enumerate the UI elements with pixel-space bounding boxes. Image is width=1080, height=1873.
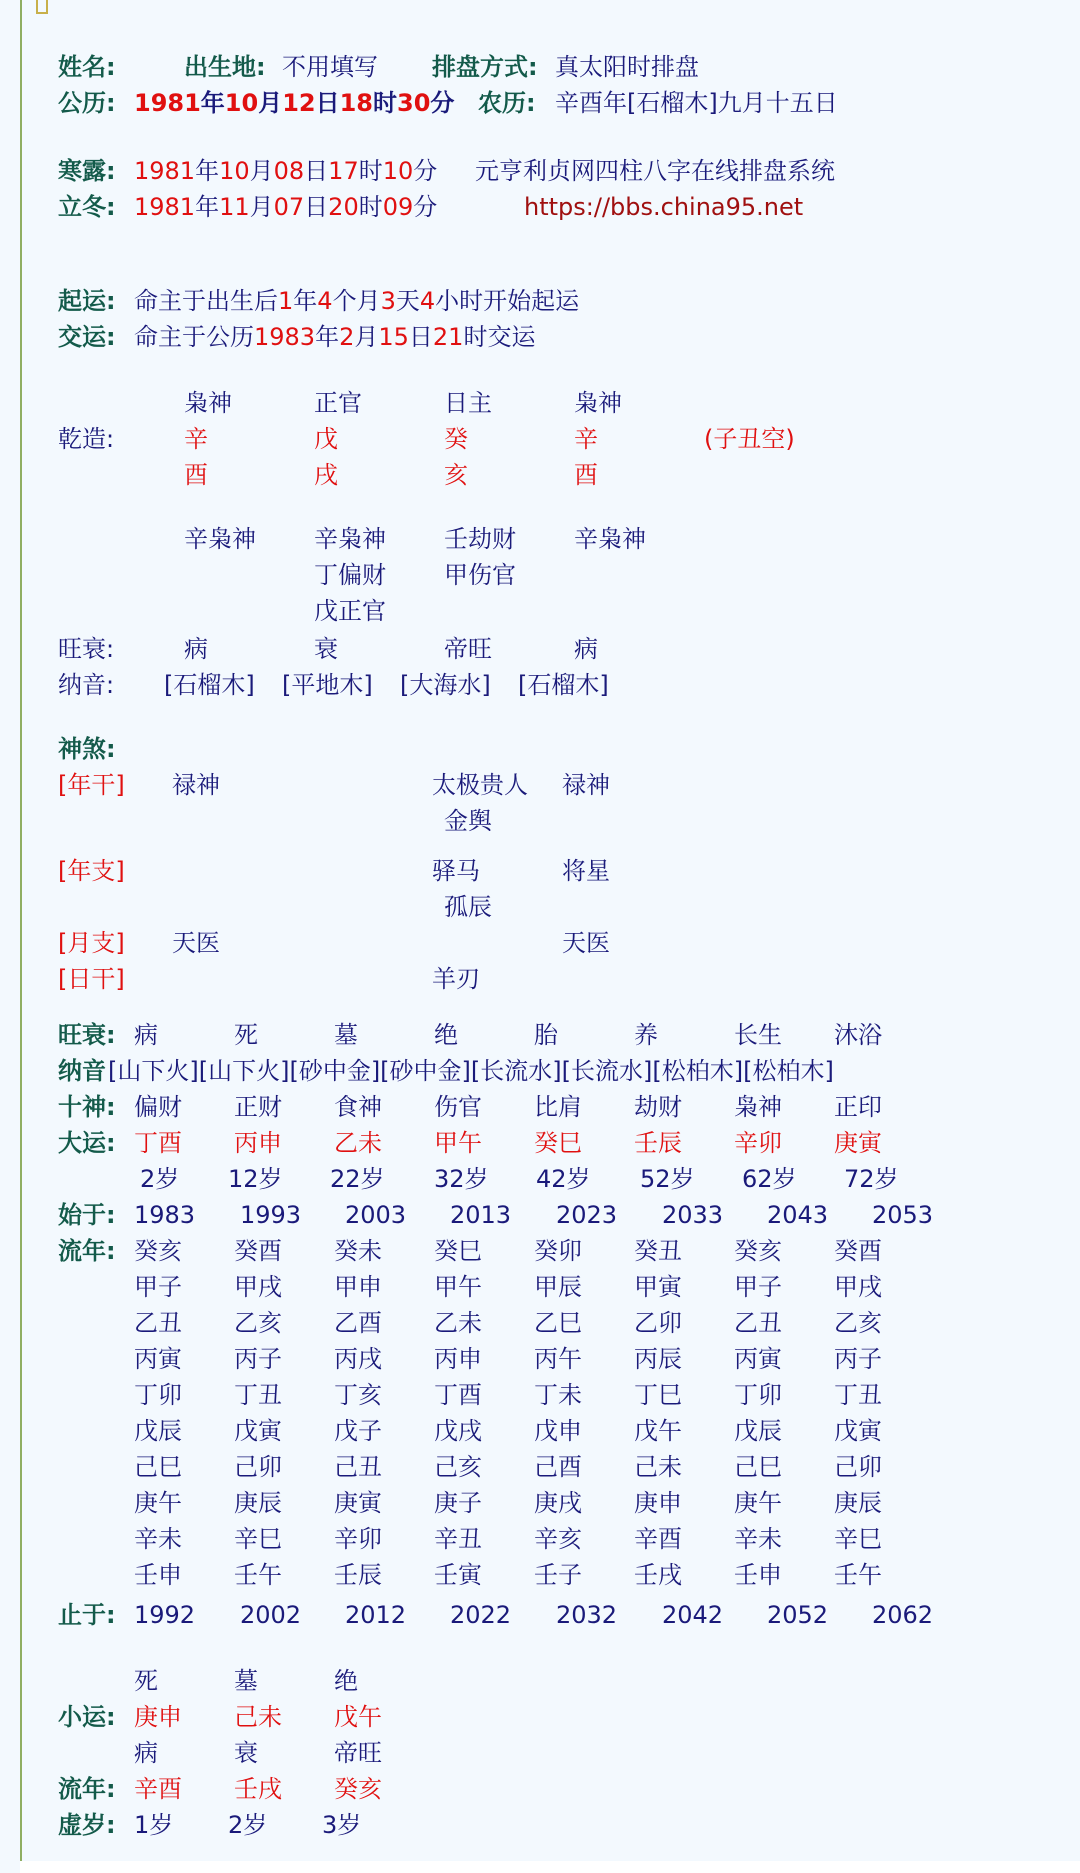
solar-date-part: 月: [258, 89, 283, 117]
start-label: 始于:: [58, 1201, 116, 1229]
liunian-cell: 壬申: [134, 1561, 182, 1589]
wangshuai-label: 旺衰:: [58, 635, 115, 663]
dayun-shishen: 食神: [334, 1093, 382, 1121]
pillar-shishen: 正官: [314, 389, 362, 417]
shensha-cell: 禄神: [562, 771, 610, 799]
liunian-cell: 甲子: [134, 1273, 182, 1301]
site-url-link[interactable]: https://bbs.china95.net: [524, 193, 804, 221]
xusui-value: 2岁: [228, 1811, 268, 1839]
xiaoyun-bottom-state: 帝旺: [334, 1739, 382, 1767]
lunar-value: 辛酉年[石榴木]九月十五日: [555, 89, 838, 117]
lidong-date: [134, 192, 437, 222]
hanlu-date-part: 年: [195, 157, 220, 185]
xiaoyun-top-state: 墓: [234, 1667, 258, 1695]
end-year: 2012: [345, 1601, 407, 1629]
hanlu-date-part: 时: [358, 157, 383, 185]
liunian-cell: 丙申: [434, 1345, 482, 1373]
method-value: 真太阳时排盘: [555, 53, 699, 81]
liunian-cell: 丁丑: [234, 1381, 282, 1409]
shensha-cell: 禄神: [172, 771, 220, 799]
liunian-cell: 辛酉: [634, 1525, 682, 1553]
lidong-date-part: 11: [219, 193, 250, 221]
lidong-date-part: 20: [328, 193, 359, 221]
pillar-stem: 戊: [314, 425, 338, 453]
pillar-branch: 酉: [184, 461, 208, 489]
liunian-cell: 戊辰: [134, 1417, 182, 1445]
liunian-cell: 甲申: [334, 1273, 382, 1301]
shensha-cell: 驿马: [432, 857, 480, 885]
liunian-cell: 辛未: [734, 1525, 782, 1553]
shensha-extra: 孤辰: [444, 893, 492, 921]
xusui-value: 1岁: [134, 1811, 174, 1839]
pillar-wangshuai: 病: [574, 635, 598, 663]
pillar-wangshuai: 帝旺: [444, 635, 492, 663]
liunian-cell: 丙寅: [734, 1345, 782, 1373]
start-year: 2033: [662, 1201, 724, 1229]
end-year: 2062: [872, 1601, 934, 1629]
end-year: 2042: [662, 1601, 724, 1629]
jiaoyun-text-part: 2: [339, 323, 355, 351]
solar-date-part: 12: [282, 89, 316, 117]
dayun-shishen: 正财: [234, 1093, 282, 1121]
pillar-shishen: 枭神: [184, 389, 232, 417]
xiaoyun-bottom-state: 衰: [234, 1739, 258, 1767]
liunian-cell: 壬辰: [334, 1561, 382, 1589]
liunian-cell: 戊子: [334, 1417, 382, 1445]
liunian-cell: 壬申: [734, 1561, 782, 1589]
xiaoyun-top-state: 绝: [334, 1667, 358, 1695]
liunian-cell: 丁巳: [634, 1381, 682, 1409]
dayun-pillar: 丁酉: [134, 1129, 182, 1157]
dayun-age: 62岁: [742, 1165, 797, 1193]
dayun-pillar: 丙申: [234, 1129, 282, 1157]
liunian-cell: 丁酉: [434, 1381, 482, 1409]
xiaoyun-liunian-label: 流年:: [58, 1775, 116, 1803]
shensha-cell: 太极贵人: [432, 771, 528, 799]
liunian-cell: 辛巳: [834, 1525, 882, 1553]
hanlu-label: 寒露:: [58, 157, 116, 185]
dayun-pillar: 乙未: [334, 1129, 382, 1157]
pillar-stem: 癸: [444, 425, 468, 453]
xiaoyun-top-state: 死: [134, 1667, 158, 1695]
liunian-cell: 辛未: [134, 1525, 182, 1553]
dayun-pillar: 甲午: [434, 1129, 482, 1157]
lidong-label: 立冬:: [58, 193, 116, 221]
lidong-date-part: 07: [273, 193, 305, 221]
liunian-cell: 己丑: [334, 1453, 382, 1481]
xiaoyun-pillar: 戊午: [334, 1703, 382, 1731]
method-label: 排盘方式:: [432, 53, 538, 81]
shensha-row-label: [年支]: [58, 857, 125, 885]
liunian-cell: 丁卯: [134, 1381, 182, 1409]
liunian-cell: 乙亥: [834, 1309, 882, 1337]
xiaoyun-liunian: 壬戌: [234, 1775, 282, 1803]
hanlu-date-part: 日: [304, 157, 329, 185]
dayun-age: 2岁: [140, 1165, 180, 1193]
lidong-date-part: 日: [304, 193, 329, 221]
end-year: 2002: [240, 1601, 302, 1629]
pillar-wangshuai: 衰: [314, 635, 338, 663]
qiyun-text-part: 天: [395, 287, 420, 315]
solar-date-part: 30: [397, 89, 431, 117]
liunian-cell: 己未: [634, 1453, 682, 1481]
liunian-cell: 丙子: [234, 1345, 282, 1373]
solar-label: 公历:: [58, 89, 116, 117]
jiaoyun-label: 交运:: [58, 323, 116, 351]
dayun-wangshuai: 墓: [334, 1021, 358, 1049]
solar-date-part: 日: [315, 89, 340, 117]
dayun-shishen: 正印: [834, 1093, 882, 1121]
liunian-cell: 癸巳: [434, 1237, 482, 1265]
hanlu-date-part: 08: [273, 157, 305, 185]
liunian-cell: 甲戌: [834, 1273, 882, 1301]
hanlu-date-part: 17: [328, 157, 359, 185]
shensha-row-label: [月支]: [58, 929, 125, 957]
start-year: 2023: [556, 1201, 618, 1229]
liunian-cell: 戊寅: [834, 1417, 882, 1445]
hidden-stem: 戊正官: [314, 597, 386, 625]
dayun-pillar: 辛卯: [734, 1129, 782, 1157]
dayun-nayin: [山下火][山下火][砂中金][砂中金][长流水][长流水][松柏木][松柏木]: [108, 1057, 834, 1085]
liunian-cell: 甲午: [434, 1273, 482, 1301]
liunian-cell: 甲子: [734, 1273, 782, 1301]
dayun-wangshuai: 绝: [434, 1021, 458, 1049]
liunian-cell: 戊午: [634, 1417, 682, 1445]
dayun-pillar: 壬辰: [634, 1129, 682, 1157]
liunian-cell: 庚子: [434, 1489, 482, 1517]
shensha-row-label: [日干]: [58, 965, 125, 993]
lidong-date-part: 09: [382, 193, 414, 221]
liunian-cell: 乙丑: [734, 1309, 782, 1337]
qiyun-text-part: 4: [419, 287, 436, 315]
shensha-cell: 将星: [562, 857, 610, 885]
liunian-cell: 壬午: [234, 1561, 282, 1589]
start-year: 1983: [134, 1201, 196, 1229]
dayun-age: 32岁: [434, 1165, 489, 1193]
xiaoyun-bottom-state: 病: [134, 1739, 158, 1767]
dayun-shishen: 偏财: [134, 1093, 182, 1121]
qiyun-text-part: 小时开始起运: [435, 287, 580, 315]
hidden-stem: 壬劫财: [444, 525, 516, 553]
solar-date-part: 1981: [134, 89, 201, 117]
lidong-date-part: 分: [413, 193, 438, 221]
dayun-shishen: 比肩: [534, 1093, 582, 1121]
liunian-cell: 己巳: [134, 1453, 182, 1481]
liunian-cell: 辛卯: [334, 1525, 382, 1553]
qiyun-label: 起运:: [58, 287, 116, 315]
liunian-cell: 壬午: [834, 1561, 882, 1589]
jiaoyun-text-part: 21: [432, 323, 464, 351]
liunian-cell: 癸卯: [534, 1237, 582, 1265]
shensha-row-label: [年干]: [58, 771, 125, 799]
liunian-cell: 庚戌: [534, 1489, 582, 1517]
liunian-cell: 丙子: [834, 1345, 882, 1373]
solar-date-part: 分: [430, 89, 455, 117]
dayun-nayin-label: 纳音: [58, 1057, 106, 1085]
birthplace-label: 出生地:: [184, 53, 266, 81]
qianzao-label: 乾造:: [58, 425, 115, 453]
liunian-cell: 丙辰: [634, 1345, 682, 1373]
hidden-stem: 辛枭神: [574, 525, 646, 553]
liunian-cell: 丁丑: [834, 1381, 882, 1409]
hanlu-date-part: 1981: [134, 157, 196, 185]
liunian-cell: 癸酉: [234, 1237, 282, 1265]
liunian-cell: 癸丑: [634, 1237, 682, 1265]
hanlu-date: [134, 156, 437, 186]
end-year: 1992: [134, 1601, 196, 1629]
xusui-label: 虚岁:: [58, 1811, 116, 1839]
liunian-cell: 癸未: [334, 1237, 382, 1265]
xiaoyun-liunian: 癸亥: [334, 1775, 382, 1803]
liunian-cell: 戊戌: [434, 1417, 482, 1445]
shensha-extra: 金舆: [444, 807, 492, 835]
dayun-age: 12岁: [228, 1165, 283, 1193]
solar-date-part: 年: [200, 89, 225, 117]
dayun-age: 42岁: [536, 1165, 591, 1193]
liunian-cell: 庚午: [134, 1489, 182, 1517]
liunian-cell: 辛巳: [234, 1525, 282, 1553]
qiyun-text-part: 个月: [332, 287, 381, 315]
jiaoyun-text-part: 时交运: [463, 323, 536, 351]
qiyun-text-part: 命主于出生后: [134, 287, 278, 315]
dayun-wangshuai: 死: [234, 1021, 258, 1049]
start-year: 2003: [345, 1201, 407, 1229]
hanlu-date-part: 分: [413, 157, 438, 185]
liunian-cell: 癸亥: [734, 1237, 782, 1265]
dayun-shishen-label: 十神:: [58, 1093, 116, 1121]
liunian-cell: 乙亥: [234, 1309, 282, 1337]
liunian-cell: 甲戌: [234, 1273, 282, 1301]
birthplace-value: 不用填写: [282, 53, 378, 81]
kongwang: (子丑空): [704, 425, 795, 453]
liunian-cell: 戊申: [534, 1417, 582, 1445]
dayun-wangshuai-label: 旺衰:: [58, 1021, 116, 1049]
dayun-shishen: 伤官: [434, 1093, 482, 1121]
dayun-age: 72岁: [844, 1165, 899, 1193]
dayun-pillar: 癸巳: [534, 1129, 582, 1157]
liunian-cell: 癸亥: [134, 1237, 182, 1265]
liunian-cell: 壬戌: [634, 1561, 682, 1589]
qiyun-text-part: 1: [278, 287, 294, 315]
liunian-cell: 庚午: [734, 1489, 782, 1517]
hidden-stem: 甲伤官: [444, 561, 516, 589]
pillar-stem: 辛: [574, 425, 598, 453]
liunian-cell: 己巳: [734, 1453, 782, 1481]
pillar-stem: 辛: [184, 425, 208, 453]
dayun-wangshuai: 养: [634, 1021, 658, 1049]
liunian-cell: 丁未: [534, 1381, 582, 1409]
liunian-cell: 乙未: [434, 1309, 482, 1337]
liunian-cell: 己亥: [434, 1453, 482, 1481]
dayun-wangshuai: 病: [134, 1021, 158, 1049]
liunian-cell: 壬寅: [434, 1561, 482, 1589]
lidong-date-part: 时: [358, 193, 383, 221]
end-label: 止于:: [58, 1601, 116, 1629]
liunian-cell: 庚辰: [834, 1489, 882, 1517]
pillar-branch: 戌: [314, 461, 338, 489]
shensha-title: 神煞:: [58, 735, 116, 763]
jiaoyun-text-part: 年: [315, 323, 340, 351]
hidden-stem: 辛枭神: [184, 525, 256, 553]
liunian-cell: 己卯: [834, 1453, 882, 1481]
jiaoyun-text: [134, 322, 535, 352]
qiyun-text-part: 3: [380, 287, 396, 315]
liunian-cell: 乙巳: [534, 1309, 582, 1337]
site-name: 元亨利贞网四柱八字在线排盘系统: [475, 157, 835, 185]
hidden-stem: 丁偏财: [314, 561, 386, 589]
name-label: 姓名:: [58, 53, 116, 81]
liunian-cell: 癸酉: [834, 1237, 882, 1265]
xiaoyun-pillar: 己未: [234, 1703, 282, 1731]
qiyun-text-part: 年: [293, 287, 318, 315]
broken-image-icon: [36, 0, 48, 14]
solar-date: [134, 88, 454, 118]
start-year: 2013: [450, 1201, 512, 1229]
xiaoyun-pillar: 庚申: [134, 1703, 182, 1731]
jiaoyun-text-part: 1983: [254, 323, 316, 351]
dayun-age: 52岁: [640, 1165, 695, 1193]
pillar-nayin: [平地木]: [282, 671, 373, 699]
pillar-nayin: [石榴木]: [518, 671, 609, 699]
pillar-branch: 酉: [574, 461, 598, 489]
nayin-label: 纳音:: [58, 671, 115, 699]
xusui-value: 3岁: [322, 1811, 362, 1839]
liunian-cell: 乙丑: [134, 1309, 182, 1337]
start-year: 2043: [767, 1201, 829, 1229]
shensha-cell: 天医: [172, 929, 220, 957]
jiaoyun-text-part: 月: [354, 323, 379, 351]
lidong-date-part: 年: [195, 193, 220, 221]
dayun-wangshuai: 长生: [734, 1021, 782, 1049]
jiaoyun-text-part: 日: [408, 323, 433, 351]
end-year: 2052: [767, 1601, 829, 1629]
liunian-cell: 己卯: [234, 1453, 282, 1481]
bottom-strip: [20, 1861, 1080, 1873]
qiyun-text: [134, 286, 579, 316]
liunian-cell: 辛亥: [534, 1525, 582, 1553]
solar-date-part: 时: [373, 89, 398, 117]
solar-date-part: 18: [339, 89, 374, 117]
pillar-wangshuai: 病: [184, 635, 208, 663]
liunian-cell: 丙戌: [334, 1345, 382, 1373]
liunian-cell: 己酉: [534, 1453, 582, 1481]
pillar-nayin: [大海水]: [400, 671, 491, 699]
start-year: 2053: [872, 1201, 934, 1229]
end-year: 2022: [450, 1601, 512, 1629]
hanlu-date-part: 月: [249, 157, 274, 185]
qiyun-text-part: 4: [317, 287, 333, 315]
dayun-shishen: 枭神: [734, 1093, 782, 1121]
solar-date-part: 10: [224, 89, 259, 117]
pillar-branch: 亥: [444, 461, 468, 489]
dayun-wangshuai: 沐浴: [834, 1021, 882, 1049]
shensha-cell: 羊刃: [432, 965, 480, 993]
lidong-date-part: 月: [249, 193, 274, 221]
hanlu-date-part: 10: [382, 157, 414, 185]
liunian-cell: 乙卯: [634, 1309, 682, 1337]
start-year: 1993: [240, 1201, 302, 1229]
dayun-age: 22岁: [330, 1165, 385, 1193]
liunian-cell: 庚申: [634, 1489, 682, 1517]
liunian-cell: 甲辰: [534, 1273, 582, 1301]
liunian-cell: 丙寅: [134, 1345, 182, 1373]
pillar-shishen: 日主: [444, 389, 492, 417]
pillar-shishen: 枭神: [574, 389, 622, 417]
shensha-cell: 天医: [562, 929, 610, 957]
hidden-stem: 辛枭神: [314, 525, 386, 553]
pillar-nayin: [石榴木]: [164, 671, 255, 699]
liunian-cell: 丁卯: [734, 1381, 782, 1409]
end-year: 2032: [556, 1601, 618, 1629]
liunian-cell: 辛丑: [434, 1525, 482, 1553]
jiaoyun-text-part: 命主于公历: [134, 323, 254, 351]
dayun-wangshuai: 胎: [534, 1021, 558, 1049]
liunian-cell: 甲寅: [634, 1273, 682, 1301]
xiaoyun-liunian: 辛酉: [134, 1775, 182, 1803]
lunar-label: 农历:: [478, 89, 536, 117]
liunian-cell: 壬子: [534, 1561, 582, 1589]
dayun-shishen: 劫财: [634, 1093, 682, 1121]
liunian-cell: 丁亥: [334, 1381, 382, 1409]
liunian-cell: 戊寅: [234, 1417, 282, 1445]
liunian-label: 流年:: [58, 1237, 116, 1265]
liunian-cell: 庚寅: [334, 1489, 382, 1517]
jiaoyun-text-part: 15: [378, 323, 409, 351]
liunian-cell: 丙午: [534, 1345, 582, 1373]
lidong-date-part: 1981: [134, 193, 196, 221]
xiaoyun-label: 小运:: [58, 1703, 116, 1731]
dayun-pillar: 庚寅: [834, 1129, 882, 1157]
hanlu-date-part: 10: [219, 157, 250, 185]
liunian-cell: 庚辰: [234, 1489, 282, 1517]
liunian-cell: 乙酉: [334, 1309, 382, 1337]
liunian-cell: 戊辰: [734, 1417, 782, 1445]
dayun-label: 大运:: [58, 1129, 116, 1157]
left-border: [20, 0, 22, 1873]
